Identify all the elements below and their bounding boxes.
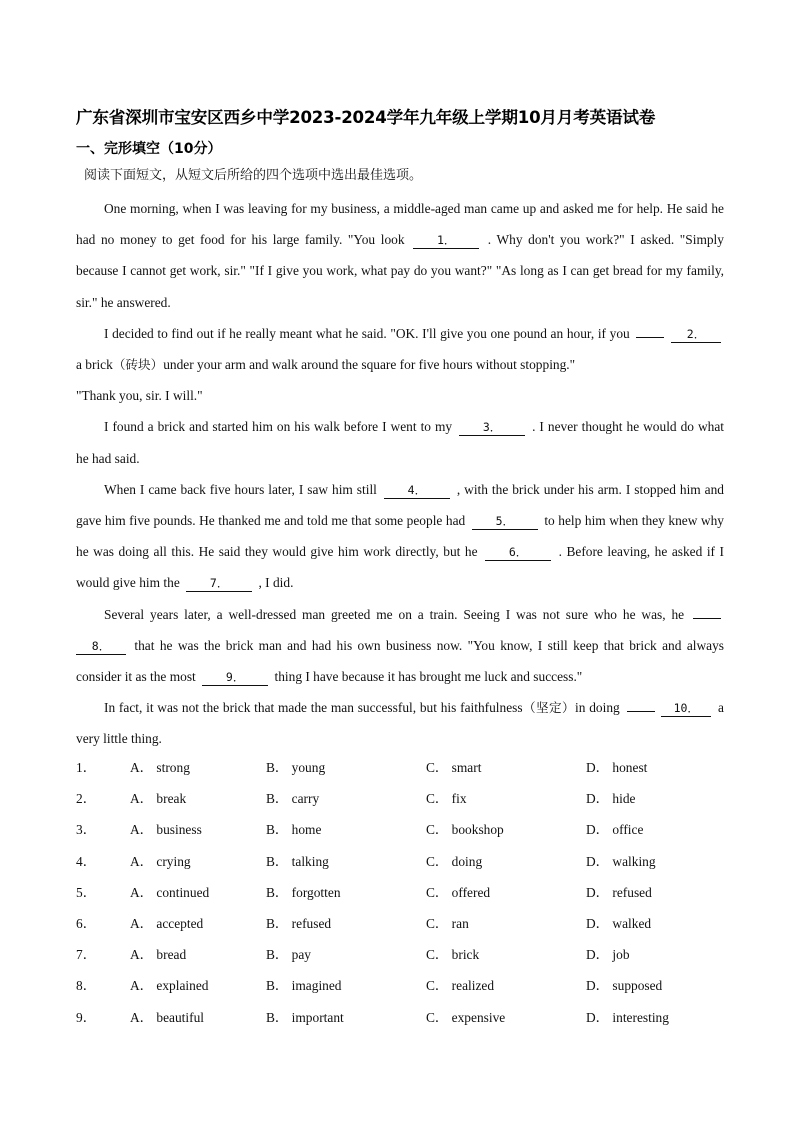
option-a: A． bread [130, 947, 187, 963]
option-b: B． home [266, 822, 322, 838]
passage-text: When I came back five hours later, I saw him still [104, 481, 377, 497]
paragraph [76, 474, 724, 599]
option-d: D． walking [586, 853, 656, 869]
question-number: 3． [76, 822, 97, 838]
question-row [76, 1002, 736, 1033]
option-b: B． important [266, 1009, 344, 1025]
question-number: 8． [76, 978, 97, 994]
option-a: A． crying [130, 853, 191, 869]
option-c: C． brick [426, 947, 480, 963]
option-b: B． carry [266, 791, 320, 807]
answer-blank: 1． [413, 232, 479, 249]
passage-text: under your arm and walk around the square for five hours without stopping." [163, 357, 576, 373]
passage-text: , with the brick under his arm. I stopped him and gave him five pounds. He thanked me and told me that some people had [76, 481, 724, 529]
option-a: A． beautiful [130, 1009, 205, 1025]
option-c: C． doing [426, 853, 483, 869]
question-row [76, 814, 736, 845]
chinese-gloss: （坚定） [522, 700, 576, 716]
passage-text: . Before leaving, he asked if I would give him the [76, 544, 724, 591]
option-a: A． accepted [130, 915, 204, 931]
option-b: B． imagined [266, 978, 342, 994]
answer-blank: 9． [202, 669, 268, 686]
answer-blank: 7． [186, 575, 252, 592]
option-d: D． honest [586, 760, 648, 775]
passage-text: "Thank you, sir. I will." [76, 388, 203, 404]
passage-text: that he was the brick man and had his own business now. "You know, I still keep that brick and always consider it as the most [76, 637, 725, 685]
question-row [76, 970, 736, 1001]
option-d: D． office [586, 822, 644, 838]
option-a: A． strong [130, 760, 190, 775]
question-row [76, 846, 736, 877]
question-number: 4． [76, 853, 97, 869]
passage-text: a brick [76, 357, 113, 373]
option-c: C． expensive [426, 1009, 506, 1025]
passage-text: a very little thing. [76, 700, 724, 747]
option-d: D． hide [586, 791, 636, 807]
option-d: D． supposed [586, 978, 663, 994]
option-b: B． refused [266, 915, 332, 931]
option-b: B． pay [266, 947, 312, 963]
question-row [76, 752, 736, 783]
passage-text: thing I have because it has brought me luck and success." [274, 669, 583, 685]
option-a: A． business [130, 822, 202, 838]
answer-blank: 4． [384, 482, 450, 499]
option-c: C． realized [426, 978, 495, 994]
option-a: A． explained [130, 978, 209, 994]
option-c: C． ran [426, 915, 469, 931]
passage-text: Several years later, a well-dressed man greeted me on a train. Seeing I was not sure who he was, he [104, 606, 685, 622]
instructions: 阅读下面短文，从短文后所给的四个选项中选出最佳选项。 [84, 168, 423, 183]
paragraph [76, 193, 724, 318]
question-number: 5． [76, 884, 97, 900]
paragraph [76, 318, 724, 380]
option-b: B． young [266, 760, 326, 775]
answer-blank: 3． [459, 419, 525, 436]
answer-blank: 6． [485, 544, 551, 561]
option-d: D． refused [586, 884, 652, 900]
option-a: A． continued [130, 884, 210, 900]
option-d: D． walked [586, 915, 652, 931]
passage-text: I decided to find out if he really meant what he said. "OK. I'll give you one pound an hour, if you [104, 325, 630, 341]
paragraph [76, 411, 724, 473]
option-c: C． fix [426, 791, 467, 807]
option-b: B． forgotten [266, 884, 341, 900]
question-row [76, 908, 736, 939]
answer-blank: 10． [661, 700, 711, 717]
option-d: D． job [586, 947, 630, 963]
answer-blank-underline [627, 711, 655, 712]
option-c: C． smart [426, 760, 482, 775]
passage-text: In fact, it was not the brick that made the man successful, but his faithfulness [104, 700, 523, 716]
passage-text: One morning, when I was leaving for my business, a middle-aged man came up and asked me for help. He said he had no money to get food for his large family. "You look [76, 201, 724, 248]
option-c: C． bookshop [426, 822, 504, 838]
paragraph [76, 692, 724, 754]
question-row [76, 877, 736, 908]
passage-text: in doing [575, 700, 620, 716]
question-number: 7． [76, 947, 97, 963]
answer-blank: 8． [76, 638, 126, 655]
paragraph [76, 599, 724, 693]
answer-blank-underline [693, 618, 721, 619]
section-heading: 一、完形填空（10分） [76, 141, 222, 157]
answer-blank-underline [636, 337, 664, 338]
option-a: A． break [130, 791, 187, 807]
chinese-gloss: （砖块） [112, 357, 164, 373]
answer-options [76, 752, 736, 1033]
option-d: D． interesting [586, 1009, 669, 1025]
option-b: B． talking [266, 853, 329, 869]
paragraph [76, 380, 724, 411]
answer-blank: 5． [472, 513, 538, 530]
option-c: C． offered [426, 884, 491, 900]
page-title: 广东省深圳市宝安区西乡中学2023-2024学年九年级上学期10月月考英语试卷 [76, 108, 656, 127]
question-row [76, 783, 736, 814]
passage-text: , I did. [258, 575, 294, 591]
cloze-passage [76, 193, 724, 755]
passage-text: . I never thought he would do what he had said. [76, 419, 724, 466]
question-number: 2． [76, 791, 97, 807]
question-row [76, 939, 736, 970]
question-number: 1． [76, 760, 97, 775]
question-number: 9． [76, 1009, 97, 1025]
question-number: 6． [76, 915, 97, 931]
answer-blank: 2． [671, 326, 721, 343]
passage-text: to help him when they knew why he was doing all this. He said they would give him work directly, but he [76, 513, 724, 560]
passage-text: . Why don't you work?" I asked. "Simply because I cannot get work, sir." "If I give you work, what pay do you want?" "As long as I can get bread for my family, sir." he answered. [76, 232, 724, 310]
passage-text: I found a brick and started him on his walk before I went to my [104, 419, 453, 435]
